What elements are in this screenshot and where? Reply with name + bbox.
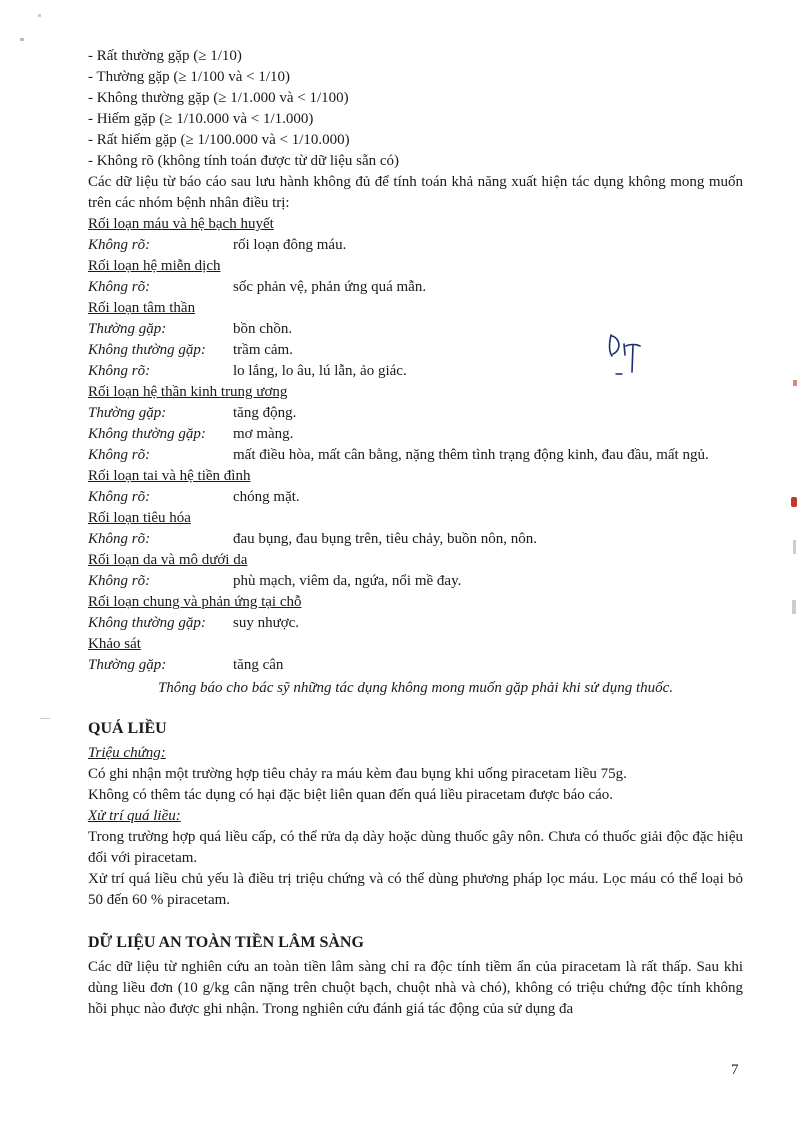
intro-paragraph: Các dữ liệu từ báo cáo sau lưu hành không đủ để tính toán khả năng xuất hiện tác dụng không mong muốn trên các nhóm bệnh nhân điều trị: xyxy=(88,174,743,211)
symptoms-text: Không có thêm tác dụng có hại đặc biệt liên quan đến quá liều piracetam được báo cáo. xyxy=(88,787,614,803)
section-title: Rối loạn da và mô dưới da xyxy=(88,552,248,568)
effect-row xyxy=(88,445,743,466)
section-title: Rối loạn hệ miễn dịch xyxy=(88,258,221,274)
frequency-term: Thường gặp: xyxy=(88,657,167,673)
section-title: Rối loạn máu và hệ bạch huyết xyxy=(88,216,274,232)
effect-text: tăng cân xyxy=(233,657,284,673)
frequency-term: Không rõ: xyxy=(88,279,151,295)
effect-row xyxy=(88,424,743,445)
symptoms-label: Triệu chứng: xyxy=(88,745,166,761)
doctor-notice: Thông báo cho bác sỹ những tác dụng không mong muốn gặp phải khi sử dụng thuốc. xyxy=(157,680,674,696)
preclinical-heading: DỮ LIỆU AN TOÀN TIỀN LÂM SÀNG xyxy=(88,934,364,951)
frequency-term: Thường gặp: xyxy=(88,321,167,337)
effect-row xyxy=(88,340,743,361)
frequency-item: - Không rõ (không tính toán được từ dữ liệu sẵn có) xyxy=(88,153,400,169)
effect-text: mơ màng. xyxy=(233,426,294,442)
frequency-item: - Rất hiếm gặp (≥ 1/100.000 và < 1/10.000) xyxy=(88,132,350,148)
effect-row xyxy=(88,613,743,634)
effect-text: lo lắng, lo âu, lú lẫn, ảo giác. xyxy=(233,363,407,379)
frequency-item: - Rất thường gặp (≥ 1/10) xyxy=(88,48,242,64)
frequency-term: Không rõ: xyxy=(88,363,151,379)
scan-mark xyxy=(791,497,797,507)
frequency-item: - Không thường gặp (≥ 1/1.000 và < 1/100) xyxy=(88,90,349,106)
effect-text: suy nhược. xyxy=(233,615,300,631)
effect-row xyxy=(88,235,743,256)
section-title: Rối loạn tai và hệ tiền đình xyxy=(88,468,251,484)
treatment-label: Xử trí quá liều: xyxy=(88,808,181,824)
effect-row xyxy=(88,487,743,508)
symptoms-text: Có ghi nhận một trường hợp tiêu chảy ra máu kèm đau bụng khi uống piracetam liều 75g. xyxy=(88,766,627,782)
effect-text: tăng động. xyxy=(233,405,297,421)
frequency-term: Không rõ: xyxy=(88,237,151,253)
treatment-text: Trong trường hợp quá liều cấp, có thể rửa dạ dày hoặc dùng thuốc gây nôn. Chưa có thuốc giải độc đặc hiệu đối với piracetam. xyxy=(88,829,743,866)
document-page xyxy=(88,46,743,1020)
frequency-term: Không rõ: xyxy=(88,447,151,463)
preclinical-text: Các dữ liệu từ nghiên cứu an toàn tiền lâm sàng chỉ ra độc tính tiềm ẩn của piracetam là rất thấp. Sau khi dùng liều đơn (10 g/kg cân nặng trên chuột bạch, chuột nhà và chó), không có triệu chứng độc tính không hồi phục nào được ghi nhận. Trong nghiên cứu đánh giá tác động của sử dụng đa xyxy=(88,959,743,1017)
effect-row xyxy=(88,403,743,424)
scan-mark xyxy=(793,380,797,386)
frequency-term: Không thường gặp: xyxy=(88,426,206,442)
effect-row xyxy=(88,529,743,550)
effect-row xyxy=(88,277,743,298)
frequency-term: Không rõ: xyxy=(88,573,151,589)
section-title: Rối loạn tiêu hóa xyxy=(88,510,191,526)
section-title: Rối loạn tâm thần xyxy=(88,300,196,316)
frequency-term: Không thường gặp: xyxy=(88,615,206,631)
frequency-item: - Hiếm gặp (≥ 1/10.000 và < 1/1.000) xyxy=(88,111,314,127)
overdose-heading: QUÁ LIỀU xyxy=(88,720,167,737)
scan-mark xyxy=(20,38,24,41)
effect-text: chóng mặt. xyxy=(233,489,300,505)
frequency-term: Không thường gặp: xyxy=(88,342,206,358)
frequency-term: Thường gặp: xyxy=(88,405,167,421)
effect-text: phù mạch, viêm da, ngứa, nổi mề đay. xyxy=(233,573,462,589)
effect-row xyxy=(88,361,743,382)
effect-row xyxy=(88,655,743,676)
section-title: Khảo sát xyxy=(88,636,141,652)
frequency-list xyxy=(88,46,743,172)
effect-text: trầm cảm. xyxy=(233,342,293,358)
scan-mark xyxy=(793,540,796,554)
effect-text: rối loạn đông máu. xyxy=(233,237,347,253)
frequency-term: Không rõ: xyxy=(88,489,151,505)
effect-row xyxy=(88,319,743,340)
effect-text: đau bụng, đau bụng trên, tiêu chảy, buồn nôn, nôn. xyxy=(233,531,537,547)
frequency-term: Không rõ: xyxy=(88,531,151,547)
treatment-text: Xử trí quá liều chủ yếu là điều trị triệu chứng và có thể dùng phương pháp lọc máu. Lọc máu có thể loại bỏ 50 đến 60 % piracetam. xyxy=(88,871,743,908)
scan-mark xyxy=(38,14,41,17)
section-title: Rối loạn hệ thần kinh trung ương xyxy=(88,384,288,400)
effect-row xyxy=(88,571,743,592)
scan-mark xyxy=(792,600,796,614)
effect-text: bồn chồn. xyxy=(233,321,293,337)
effect-text: mất điều hòa, mất cân bằng, nặng thêm tình trạng động kinh, đau đầu, mất ngủ. xyxy=(233,447,709,463)
effect-text: sốc phản vệ, phản ứng quá mẫn. xyxy=(233,279,427,295)
frequency-item: - Thường gặp (≥ 1/100 và < 1/10) xyxy=(88,69,291,85)
scan-mark xyxy=(40,718,50,719)
page-number: 7 xyxy=(731,1062,739,1078)
section-title: Rối loạn chung và phản ứng tại chỗ xyxy=(88,594,302,610)
